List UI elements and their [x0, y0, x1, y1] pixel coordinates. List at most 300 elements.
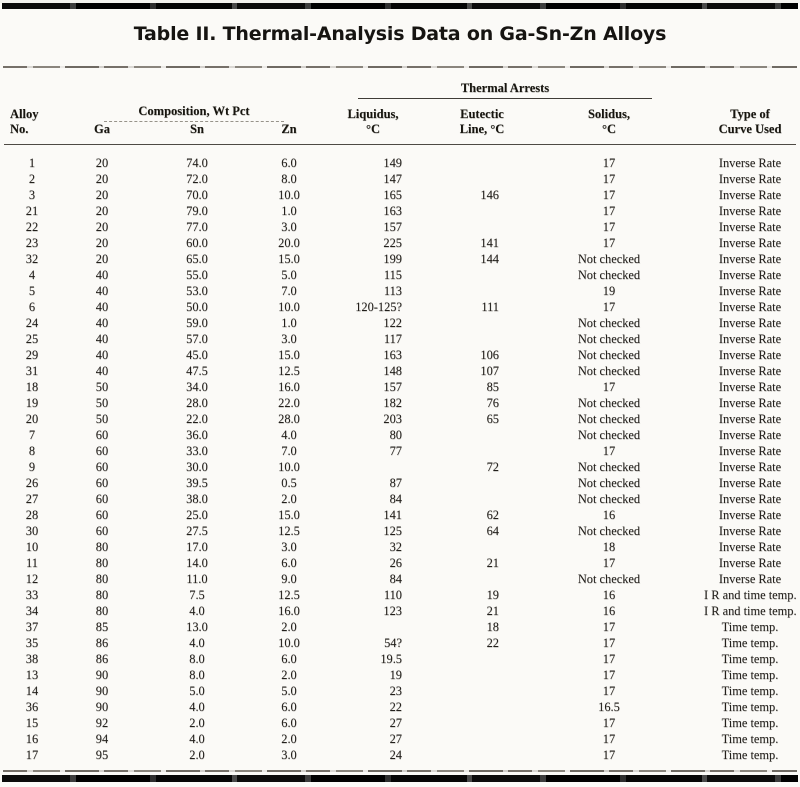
- group-header-row: [4, 68, 796, 99]
- table-row: [4, 379, 796, 395]
- cell-solidus_c: Not checked: [577, 316, 641, 330]
- cell-liquidus_c: 157: [383, 220, 402, 234]
- cell-sn: 2.0: [189, 716, 205, 730]
- cell-liquidus_c: 163: [383, 348, 402, 362]
- col-header-type-line2: Curve Used: [704, 122, 796, 145]
- cell-eutectic_line_c: [418, 731, 514, 747]
- cell-sn: 53.0: [186, 284, 208, 298]
- cell-sn: 22.0: [186, 412, 208, 426]
- cell-zn: 2.0: [281, 492, 297, 506]
- cell-type_of_curve_used: Time temp.: [721, 636, 779, 650]
- cell-type_of_curve_used: Time temp.: [721, 716, 779, 730]
- cell-zn: 22.0: [278, 396, 300, 410]
- cell-solidus_c: 17: [602, 748, 616, 762]
- cell-liquidus_c: 32: [389, 540, 402, 554]
- cell-ga: 20: [95, 188, 109, 202]
- cell-zn: 0.5: [281, 476, 297, 490]
- cell-sn: 77.0: [186, 220, 208, 234]
- cell-solidus_c: 16.5: [598, 700, 620, 714]
- cell-zn: 12.5: [278, 588, 300, 602]
- cell-eutectic_line_c: [418, 539, 514, 555]
- cell-zn: 1.0: [281, 316, 297, 330]
- table-row: [4, 603, 796, 619]
- cell-sn: 28.0: [186, 396, 208, 410]
- table-row: [4, 619, 796, 635]
- cell-alloy_no: 17: [25, 748, 39, 762]
- cell-alloy_no: 16: [25, 732, 39, 746]
- cell-solidus_c: Not checked: [577, 492, 641, 506]
- cell-type_of_curve_used: Inverse Rate: [718, 492, 782, 506]
- cell-zn: 12.5: [278, 364, 300, 378]
- table-row: [4, 203, 796, 219]
- col-header-ga: Ga: [60, 122, 144, 145]
- table-row: [4, 427, 796, 443]
- cell-alloy_no: 21: [25, 204, 39, 218]
- cell-solidus_c: 17: [602, 204, 616, 218]
- cell-liquidus_c: 115: [383, 268, 402, 282]
- cell-alloy_no: 10: [25, 540, 39, 554]
- cell-eutectic_line_c: 21: [486, 556, 499, 570]
- table-row: [4, 267, 796, 283]
- cell-eutectic_line_c: [418, 667, 514, 683]
- cell-type_of_curve_used: Time temp.: [721, 748, 779, 762]
- cell-ga: 40: [95, 364, 109, 378]
- cell-sn: 4.0: [189, 700, 205, 714]
- cell-type_of_curve_used: Inverse Rate: [718, 236, 782, 250]
- cell-type_of_curve_used: Inverse Rate: [718, 172, 782, 186]
- cell-liquidus_c: 125: [383, 524, 402, 538]
- cell-alloy_no: 15: [25, 716, 39, 730]
- table-row: [4, 715, 796, 731]
- table-row: [4, 667, 796, 683]
- table-row: [4, 251, 796, 267]
- cell-zn: 1.0: [281, 204, 297, 218]
- cell-liquidus_c: 225: [383, 236, 402, 250]
- cell-type_of_curve_used: Inverse Rate: [718, 332, 782, 346]
- cell-type_of_curve_used: Time temp.: [721, 620, 779, 634]
- cell-ga: 95: [95, 748, 109, 762]
- cell-eutectic_line_c: 21: [486, 604, 499, 618]
- cell-solidus_c: 17: [602, 220, 616, 234]
- cell-eutectic_line_c: 85: [486, 380, 499, 394]
- composition-group-label: Composition, Wt Pct: [104, 104, 283, 122]
- cell-liquidus_c: [328, 459, 418, 475]
- cell-zn: 15.0: [278, 508, 300, 522]
- cell-ga: 80: [95, 588, 109, 602]
- cell-alloy_no: 7: [28, 428, 36, 442]
- cell-sn: 4.0: [189, 732, 205, 746]
- cell-ga: 20: [95, 252, 109, 266]
- cell-liquidus_c: 23: [389, 684, 402, 698]
- thermal-analysis-table: [4, 68, 796, 763]
- cell-solidus_c: 17: [602, 684, 616, 698]
- cell-sn: 25.0: [186, 508, 208, 522]
- cell-ga: 40: [95, 268, 109, 282]
- cell-solidus_c: 17: [602, 236, 616, 250]
- cell-solidus_c: 17: [602, 732, 616, 746]
- cell-liquidus_c: 19: [389, 668, 402, 682]
- table-row: [4, 283, 796, 299]
- col-header-zn: Zn: [250, 122, 328, 145]
- cell-solidus_c: 17: [602, 652, 616, 666]
- cell-type_of_curve_used: Inverse Rate: [718, 380, 782, 394]
- cell-sn: 50.0: [186, 300, 208, 314]
- cell-liquidus_c: 157: [383, 380, 402, 394]
- table-row: [4, 539, 796, 555]
- table-title: Table II. Thermal-Analysis Data on Ga-Sn-Zn Alloys: [133, 23, 667, 45]
- cell-liquidus_c: 22: [389, 700, 402, 714]
- thermal-arrests-group-header: [328, 68, 704, 99]
- cell-alloy_no: 24: [25, 316, 39, 330]
- cell-sn: 4.0: [189, 636, 205, 650]
- cell-sn: 65.0: [186, 252, 208, 266]
- cell-alloy_no: 1: [28, 156, 36, 170]
- cell-liquidus_c: 120-125?: [355, 300, 402, 314]
- cell-ga: 94: [95, 732, 109, 746]
- cell-ga: 40: [95, 348, 109, 362]
- cell-solidus_c: 18: [602, 540, 616, 554]
- cell-alloy_no: 34: [25, 604, 39, 618]
- cell-alloy_no: 37: [25, 620, 39, 634]
- cell-eutectic_line_c: [418, 443, 514, 459]
- cell-liquidus_c: 84: [389, 492, 402, 506]
- cell-eutectic_line_c: 146: [480, 188, 499, 202]
- cell-ga: 40: [95, 316, 109, 330]
- cell-ga: 80: [95, 604, 109, 618]
- top-rule: [2, 3, 798, 9]
- cell-eutectic_line_c: [418, 699, 514, 715]
- col-header-eutectic-line1: Eutectic: [460, 107, 504, 121]
- cell-ga: 60: [95, 476, 109, 490]
- cell-zn: 6.0: [281, 700, 297, 714]
- cell-solidus_c: Not checked: [577, 476, 641, 490]
- cell-sn: 60.0: [186, 236, 208, 250]
- table-row: [4, 411, 796, 427]
- cell-solidus_c: Not checked: [577, 252, 641, 266]
- cell-type_of_curve_used: Time temp.: [721, 732, 779, 746]
- table-row: [4, 491, 796, 507]
- cell-liquidus_c: 147: [383, 172, 402, 186]
- cell-solidus_c: Not checked: [577, 348, 641, 362]
- cell-liquidus_c: 27: [389, 732, 402, 746]
- table-row: [4, 731, 796, 747]
- table-row: [4, 635, 796, 651]
- cell-alloy_no: 25: [25, 332, 39, 346]
- cell-sn: 34.0: [186, 380, 208, 394]
- cell-ga: 80: [95, 540, 109, 554]
- cell-zn: 5.0: [281, 684, 297, 698]
- cell-ga: 92: [95, 716, 109, 730]
- cell-zn: 2.0: [281, 620, 297, 634]
- table-row: [4, 145, 796, 172]
- cell-sn: 59.0: [186, 316, 208, 330]
- cell-alloy_no: 3: [28, 188, 36, 202]
- cell-solidus_c: 17: [602, 716, 616, 730]
- table-row: [4, 315, 796, 331]
- cell-zn: 6.0: [281, 556, 297, 570]
- cell-type_of_curve_used: Inverse Rate: [718, 572, 782, 586]
- cell-solidus_c: 17: [602, 444, 616, 458]
- cell-type_of_curve_used: Inverse Rate: [718, 316, 782, 330]
- cell-alloy_no: 38: [25, 652, 39, 666]
- cell-eutectic_line_c: [418, 203, 514, 219]
- composition-group-header: [60, 99, 328, 122]
- cell-zn: 16.0: [278, 604, 300, 618]
- cell-sn: 4.0: [189, 604, 205, 618]
- cell-type_of_curve_used: Inverse Rate: [718, 444, 782, 458]
- cell-zn: 4.0: [281, 428, 297, 442]
- cell-ga: 20: [95, 204, 109, 218]
- cell-zn: 10.0: [278, 188, 300, 202]
- cell-liquidus_c: 203: [383, 412, 402, 426]
- cell-eutectic_line_c: 72: [486, 460, 499, 474]
- cell-alloy_no: 35: [25, 636, 39, 650]
- cell-alloy_no: 22: [25, 220, 39, 234]
- cell-zn: 8.0: [281, 172, 297, 186]
- cell-sn: 36.0: [186, 428, 208, 442]
- table-row: [4, 187, 796, 203]
- cell-liquidus_c: 163: [383, 204, 402, 218]
- cell-liquidus_c: 148: [383, 364, 402, 378]
- cell-solidus_c: 16: [602, 508, 616, 522]
- table-row: [4, 395, 796, 411]
- cell-alloy_no: 26: [25, 476, 39, 490]
- cell-eutectic_line_c: 111: [481, 300, 499, 314]
- table-row: [4, 651, 796, 667]
- cell-liquidus_c: 24: [389, 748, 402, 762]
- cell-eutectic_line_c: [418, 491, 514, 507]
- cell-solidus_c: 17: [602, 156, 616, 170]
- cell-type_of_curve_used: Time temp.: [721, 652, 779, 666]
- cell-type_of_curve_used: Inverse Rate: [718, 300, 782, 314]
- cell-eutectic_line_c: 19: [486, 588, 499, 602]
- cell-zn: 3.0: [281, 332, 297, 346]
- cell-liquidus_c: 26: [389, 556, 402, 570]
- cell-eutectic_line_c: 62: [486, 508, 499, 522]
- cell-alloy_no: 36: [25, 700, 39, 714]
- col-header-liquidus-line2: °C: [328, 122, 418, 145]
- cell-zn: 7.0: [281, 444, 297, 458]
- cell-eutectic_line_c: 141: [480, 236, 499, 250]
- cell-liquidus_c: 199: [383, 252, 402, 266]
- cell-liquidus_c: 182: [383, 396, 402, 410]
- cell-type_of_curve_used: Inverse Rate: [718, 188, 782, 202]
- thermal-arrests-group-label: Thermal Arrests: [358, 81, 652, 99]
- cell-sn: 8.0: [189, 668, 205, 682]
- col-header-solidus-line1: Solidus,: [587, 107, 631, 121]
- cell-zn: 2.0: [281, 668, 297, 682]
- cell-type_of_curve_used: Inverse Rate: [718, 460, 782, 474]
- cell-ga: 86: [95, 652, 109, 666]
- cell-solidus_c: 17: [602, 300, 616, 314]
- table-body: [4, 145, 796, 764]
- cell-ga: 86: [95, 636, 109, 650]
- col-header-eutectic-line2: Line, °C: [418, 122, 514, 145]
- cell-liquidus_c: 110: [383, 588, 402, 602]
- table-header: [4, 68, 796, 145]
- cell-sn: 2.0: [189, 748, 205, 762]
- cell-zn: 3.0: [281, 220, 297, 234]
- col-header-alloy-line2: No.: [4, 122, 60, 145]
- cell-sn: 5.0: [189, 684, 205, 698]
- cell-zn: 20.0: [278, 236, 300, 250]
- cell-solidus_c: Not checked: [577, 364, 641, 378]
- cell-type_of_curve_used: I R and time temp.: [704, 588, 797, 602]
- cell-type_of_curve_used: Inverse Rate: [718, 540, 782, 554]
- cell-liquidus_c: 54?: [384, 636, 402, 650]
- cell-zn: 2.0: [281, 732, 297, 746]
- cell-zn: 28.0: [278, 412, 300, 426]
- cell-solidus_c: Not checked: [577, 428, 641, 442]
- table-row: [4, 171, 796, 187]
- cell-liquidus_c: [328, 619, 418, 635]
- cell-alloy_no: 5: [28, 284, 36, 298]
- cell-eutectic_line_c: [418, 283, 514, 299]
- cell-sn: 33.0: [186, 444, 208, 458]
- cell-solidus_c: 17: [602, 556, 616, 570]
- cell-liquidus_c: 80: [389, 428, 402, 442]
- table-row: [4, 555, 796, 571]
- cell-zn: 6.0: [281, 156, 297, 170]
- cell-zn: 5.0: [281, 268, 297, 282]
- cell-eutectic_line_c: [418, 427, 514, 443]
- cell-solidus_c: 17: [602, 620, 616, 634]
- table-row: [4, 475, 796, 491]
- table-row: [4, 699, 796, 715]
- table-row: [4, 299, 796, 315]
- group-header-spacer: [4, 68, 328, 99]
- cell-sn: 79.0: [186, 204, 208, 218]
- cell-eutectic_line_c: 144: [480, 252, 499, 266]
- cell-alloy_no: 19: [25, 396, 39, 410]
- table-row: [4, 587, 796, 603]
- cell-alloy_no: 20: [25, 412, 39, 426]
- cell-zn: 6.0: [281, 652, 297, 666]
- cell-liquidus_c: 165: [383, 188, 402, 202]
- cell-ga: 20: [95, 236, 109, 250]
- cell-alloy_no: 9: [28, 460, 36, 474]
- footer-thin-rule: [3, 770, 797, 772]
- cell-alloy_no: 12: [25, 572, 39, 586]
- cell-eutectic_line_c: 18: [486, 620, 499, 634]
- table-row: [4, 331, 796, 347]
- cell-type_of_curve_used: Time temp.: [721, 668, 779, 682]
- cell-ga: 50: [95, 380, 109, 394]
- cell-type_of_curve_used: Time temp.: [721, 684, 779, 698]
- cell-zn: 10.0: [278, 300, 300, 314]
- cell-ga: 60: [95, 444, 109, 458]
- cell-zn: 6.0: [281, 716, 297, 730]
- cell-alloy_no: 27: [25, 492, 39, 506]
- cell-ga: 20: [95, 220, 109, 234]
- cell-ga: 90: [95, 668, 109, 682]
- cell-type_of_curve_used: Inverse Rate: [718, 364, 782, 378]
- cell-type_of_curve_used: Inverse Rate: [718, 348, 782, 362]
- cell-solidus_c: Not checked: [577, 332, 641, 346]
- cell-alloy_no: 28: [25, 508, 39, 522]
- cell-solidus_c: 17: [602, 188, 616, 202]
- cell-liquidus_c: 87: [389, 476, 402, 490]
- cell-type_of_curve_used: I R and time temp.: [704, 604, 797, 618]
- cell-ga: 20: [95, 156, 109, 170]
- cell-solidus_c: 19: [602, 284, 616, 298]
- cell-type_of_curve_used: Inverse Rate: [718, 220, 782, 234]
- cell-sn: 47.5: [186, 364, 208, 378]
- col-header-liquidus-line1: Liquidus,: [347, 107, 399, 121]
- cell-sn: 13.0: [186, 620, 208, 634]
- cell-type_of_curve_used: Inverse Rate: [718, 156, 782, 170]
- cell-ga: 40: [95, 300, 109, 314]
- cell-eutectic_line_c: [418, 171, 514, 187]
- cell-sn: 70.0: [186, 188, 208, 202]
- cell-eutectic_line_c: [418, 715, 514, 731]
- cell-type_of_curve_used: Inverse Rate: [718, 412, 782, 426]
- cell-alloy_no: 31: [25, 364, 39, 378]
- cell-eutectic_line_c: [418, 315, 514, 331]
- cell-zn: 10.0: [278, 636, 300, 650]
- cell-ga: 50: [95, 396, 109, 410]
- cell-ga: 90: [95, 700, 109, 714]
- table-row: [4, 459, 796, 475]
- cell-type_of_curve_used: Inverse Rate: [718, 508, 782, 522]
- cell-ga: 60: [95, 460, 109, 474]
- cell-eutectic_line_c: [418, 683, 514, 699]
- cell-liquidus_c: 84: [389, 572, 402, 586]
- table-row: [4, 347, 796, 363]
- bottom-rule: [2, 775, 798, 782]
- cell-alloy_no: 33: [25, 588, 39, 602]
- cell-liquidus_c: 122: [383, 316, 402, 330]
- cell-type_of_curve_used: Inverse Rate: [718, 396, 782, 410]
- table-row: [4, 683, 796, 699]
- table-row: [4, 747, 796, 763]
- cell-sn: 55.0: [186, 268, 208, 282]
- cell-ga: 60: [95, 428, 109, 442]
- col-header-alloy-line1: Alloy: [10, 107, 39, 121]
- cell-ga: 60: [95, 492, 109, 506]
- cell-alloy_no: 13: [25, 668, 39, 682]
- cell-solidus_c: Not checked: [577, 396, 641, 410]
- cell-type_of_curve_used: Inverse Rate: [718, 204, 782, 218]
- cell-zn: 15.0: [278, 252, 300, 266]
- cell-alloy_no: 4: [28, 268, 36, 282]
- cell-eutectic_line_c: [418, 747, 514, 763]
- cell-ga: 20: [95, 172, 109, 186]
- cell-sn: 45.0: [186, 348, 208, 362]
- cell-eutectic_line_c: [418, 475, 514, 491]
- cell-eutectic_line_c: 64: [486, 524, 499, 538]
- cell-solidus_c: 16: [602, 588, 616, 602]
- cell-zn: 9.0: [281, 572, 297, 586]
- cell-zn: 12.5: [278, 524, 300, 538]
- cell-alloy_no: 18: [25, 380, 39, 394]
- cell-sn: 57.0: [186, 332, 208, 346]
- cell-alloy_no: 2: [28, 172, 36, 186]
- cell-solidus_c: 17: [602, 636, 616, 650]
- cell-solidus_c: Not checked: [577, 268, 641, 282]
- cell-eutectic_line_c: 76: [486, 396, 499, 410]
- cell-eutectic_line_c: [418, 331, 514, 347]
- table-row: [4, 363, 796, 379]
- cell-ga: 80: [95, 572, 109, 586]
- table-row: [4, 443, 796, 459]
- cell-liquidus_c: 117: [383, 332, 402, 346]
- col-header-solidus-line2: °C: [514, 122, 704, 145]
- cell-zn: 10.0: [278, 460, 300, 474]
- cell-eutectic_line_c: 107: [480, 364, 499, 378]
- cell-alloy_no: 8: [28, 444, 36, 458]
- cell-sn: 39.5: [186, 476, 208, 490]
